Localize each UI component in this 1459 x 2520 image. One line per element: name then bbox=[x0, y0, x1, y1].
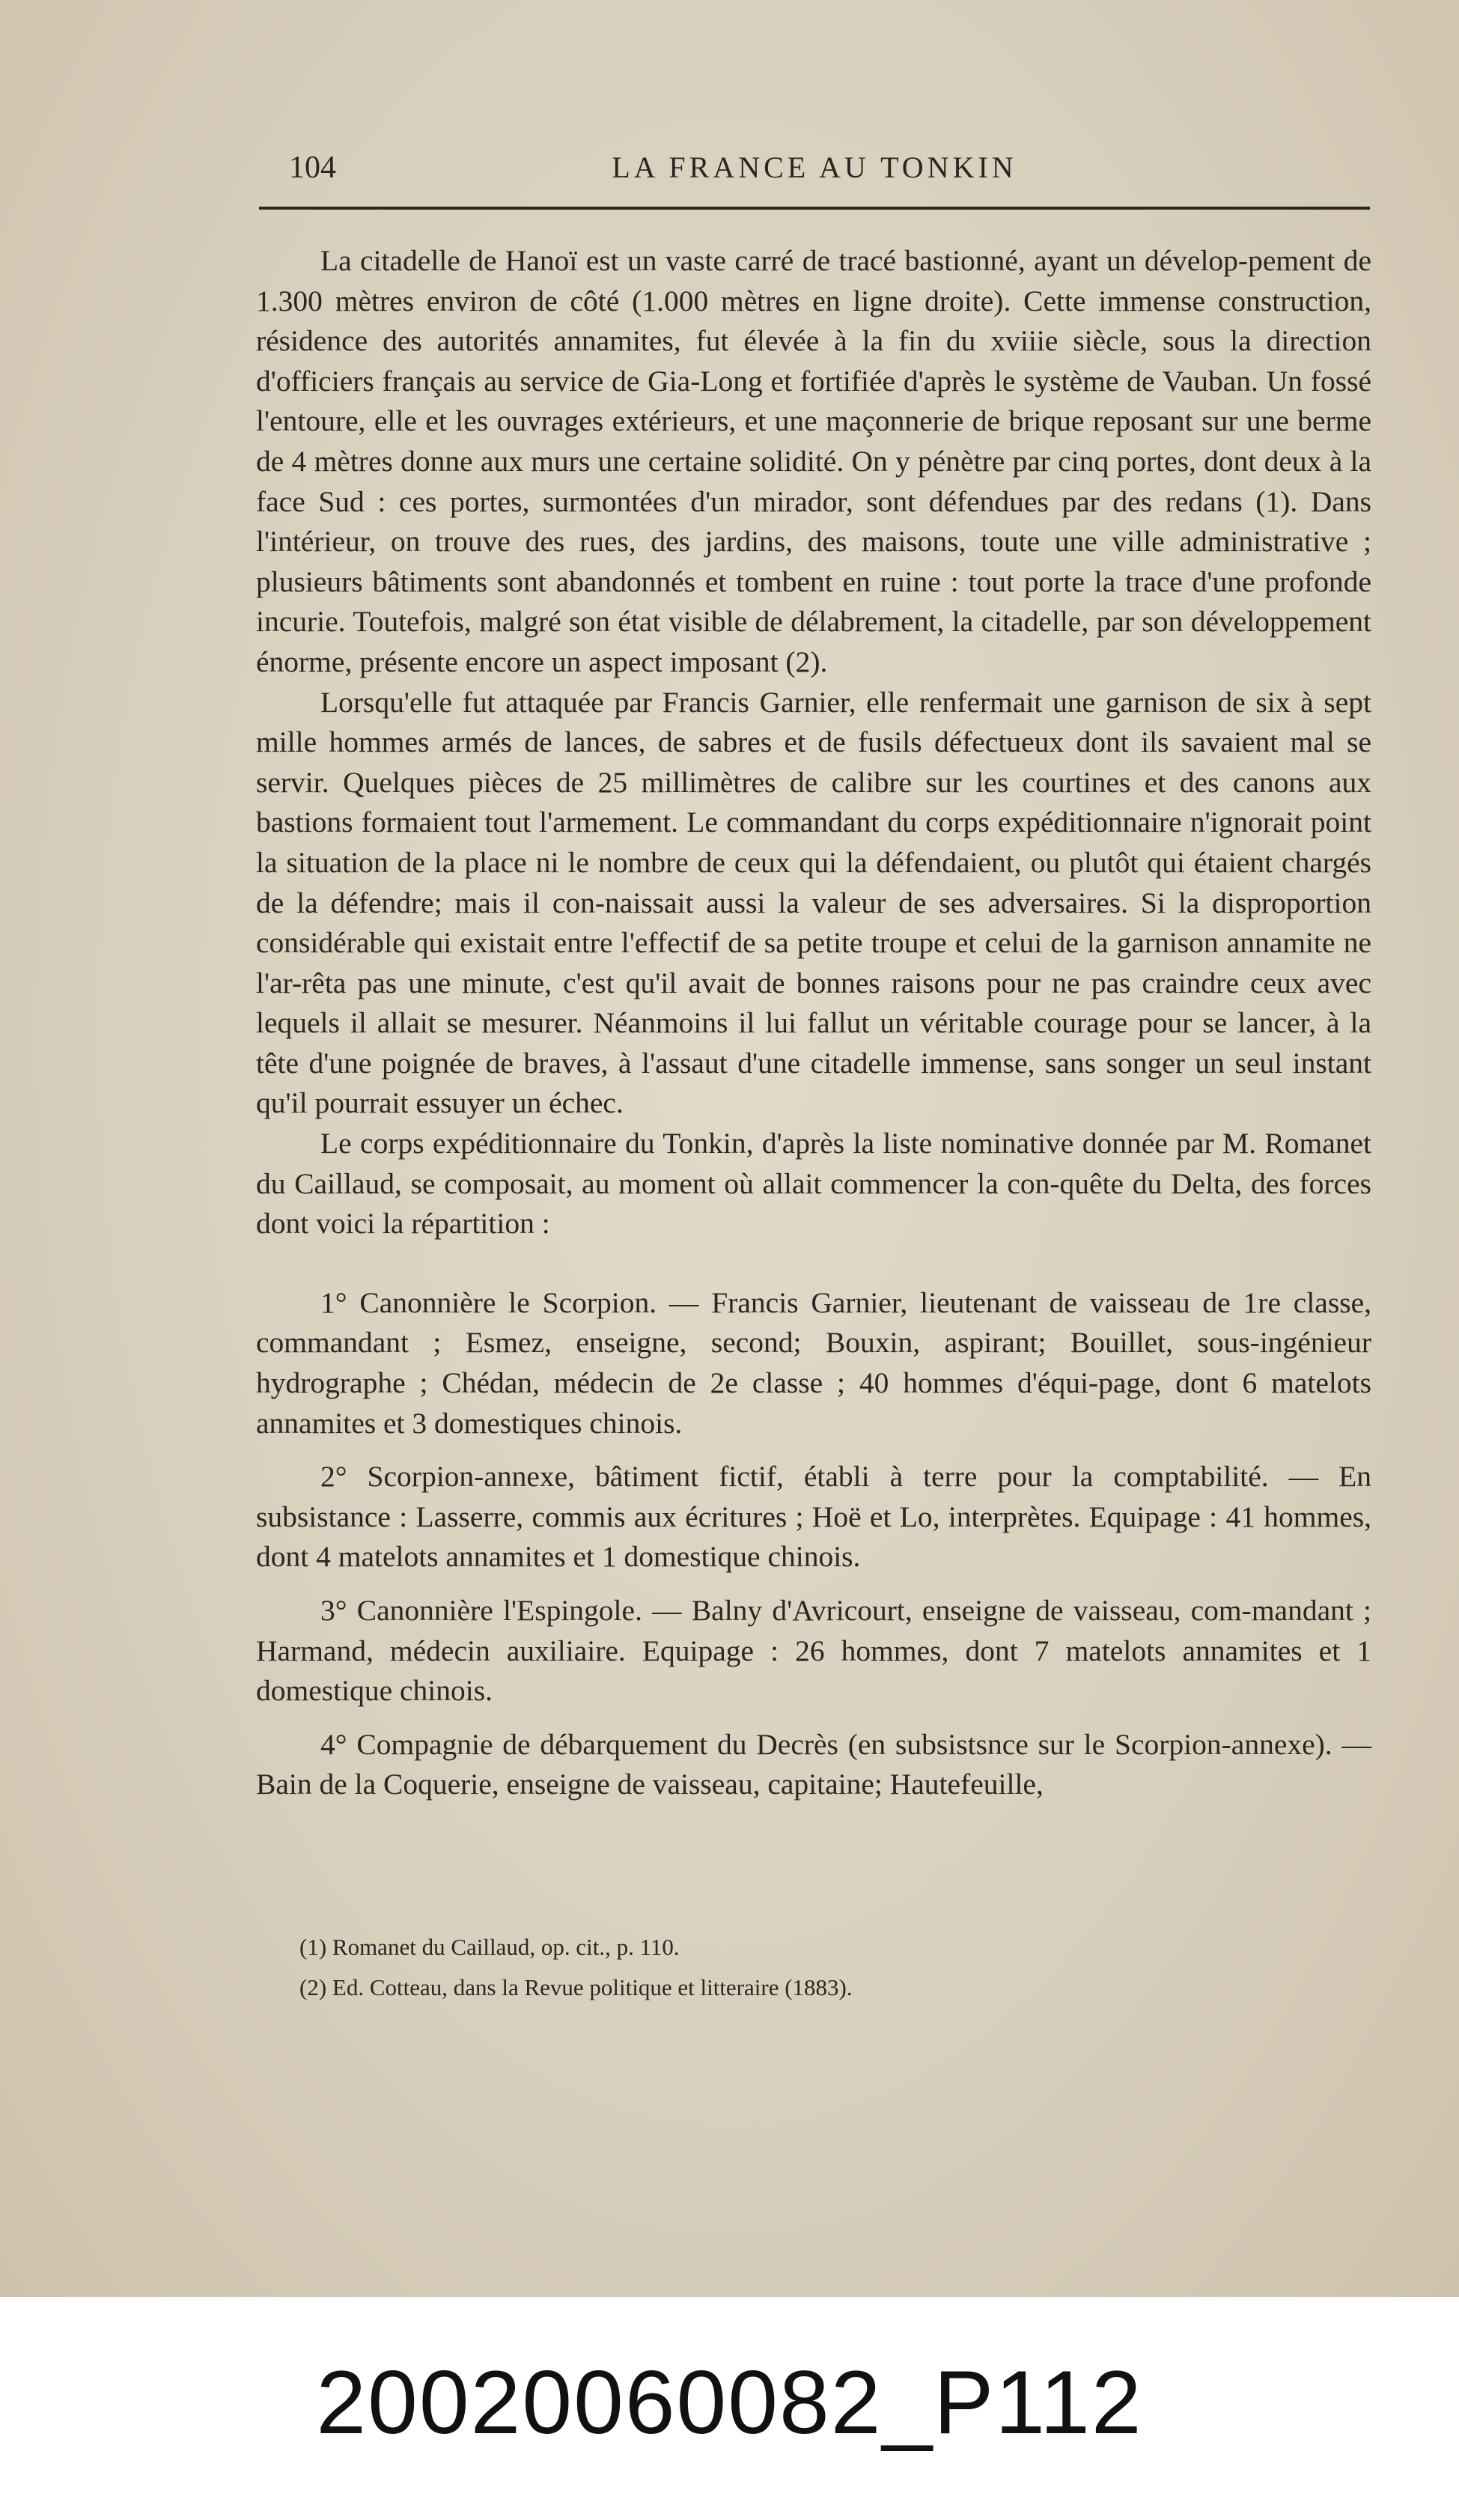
footnote: (2) Ed. Cotteau, dans la Revue politique et litteraire (1883). bbox=[299, 1974, 853, 2000]
header-rule bbox=[259, 207, 1370, 210]
list-item: 4° Compagnie de débarquement du Decrès (en subsistsnce sur le Scorpion-annexe). — Bain de la Coquerie, enseigne de vaisseau, capitaine; Hautefeuille, bbox=[256, 1727, 1371, 1801]
footnotes bbox=[299, 1927, 1347, 2008]
paragraph: Lorsqu'elle fut attaquée par Francis Garnier, elle renfermait une garnison de six à sept mille hommes armés de lances, de sabres et de fusils défectueux dont ils savaient mal se servir. Quelques pièces de 25 millimètres de calibre sur les courtines et des canons aux bastions formaient tout l'armement. Le commandant du corps expéditionnaire n'ignorait point la situation de la place ni le nombre de ceux qui la défendaient, ou plutôt qui étaient chargés de la défendre; mais il con-naissait aussi la valeur de ses adversaires. Si la disproportion considérable qui existait entre l'effectif de sa petite troupe et celui de la garnison annamite ne l'ar-rêta pas une minute, c'est qu'il avait de bonnes raisons pour ne pas craindre ceux avec lequels il allait se mesurer. Néanmoins il lui fallut un véritable courage pour se lancer, à la tête d'une poignée de braves, à l'assaut d'une citadelle immense, sans songer un seul instant qu'il pourrait essuyer un échec. bbox=[256, 685, 1371, 1120]
body-text bbox=[256, 241, 1371, 1805]
list-item: 3° Canonnière l'Espingole. — Balny d'Avricourt, enseigne de vaisseau, com-mandant ; Harmand, médecin auxiliaire. Equipage : 26 hommes, dont 7 matelots annamites et 1 domestique chinois. bbox=[256, 1594, 1371, 1708]
page-number: 104 bbox=[289, 150, 336, 185]
paragraph: La citadelle de Hanoï est un vaste carré de tracé bastionné, ayant un dévelop-pement de 1.300 mètres environ de côté (1.000 mètres en ligne droite). Cette immense construction, résidence des autorités annamites, fut élevée à la fin du xviiie siècle, sous la direction d'officiers français au service de Gia-Long et fortifiée d'après le système de Vauban. Un fossé l'entoure, elle et les ouvrages extérieurs, et une maçonnerie de brique reposant sur une berme de 4 mètres donne aux murs une certaine solidité. On y pénètre par cinq portes, dont deux à la face Sud : ces portes, surmontées d'un mirador, sont défendues par des redans (1). Dans l'intérieur, on trouve des rues, des jardins, des maisons, toute une ville administrative ; plusieurs bâtiments sont abandonnés et tombent en ruine : tout porte la trace d'une profonde incurie. Toutefois, malgré son état visible de délabrement, la citadelle, par son développement énorme, présente encore un aspect imposant (2). bbox=[256, 244, 1371, 678]
running-title: LA FRANCE AU TONKIN bbox=[612, 150, 1017, 184]
footnote: (1) Romanet du Caillaud, op. cit., p. 110. bbox=[299, 1934, 680, 1960]
document-id-caption: 20020060082_P112 bbox=[316, 2352, 1143, 2453]
page-header bbox=[259, 147, 1370, 192]
list-item: 2° Scorpion-annexe, bâtiment fictif, établi à terre pour la comptabilité. — En subsistance : Lasserre, commis aux écritures ; Hoë et Lo, interprètes. Equipage : 41 hommes, dont 4 matelots annamites et 1 domestique chinois. bbox=[256, 1460, 1371, 1574]
paragraph: Le corps expéditionnaire du Tonkin, d'après la liste nominative donnée par M. Romanet du Caillaud, se composait, au moment où allait commencer la con-quête du Delta, des forces dont voici la répartition : bbox=[256, 1127, 1371, 1241]
list-item: 1° Canonnière le Scorpion. — Francis Garnier, lieutenant de vaisseau de 1re classe, commandant ; Esmez, enseigne, second; Bouxin, aspirant; Bouillet, sous-ingénieur hydrographe ; Chédan, médecin de 2e classe ; 40 hommes d'équi-page, dont 6 matelots annamites et 3 domestiques chinois. bbox=[256, 1285, 1371, 1440]
